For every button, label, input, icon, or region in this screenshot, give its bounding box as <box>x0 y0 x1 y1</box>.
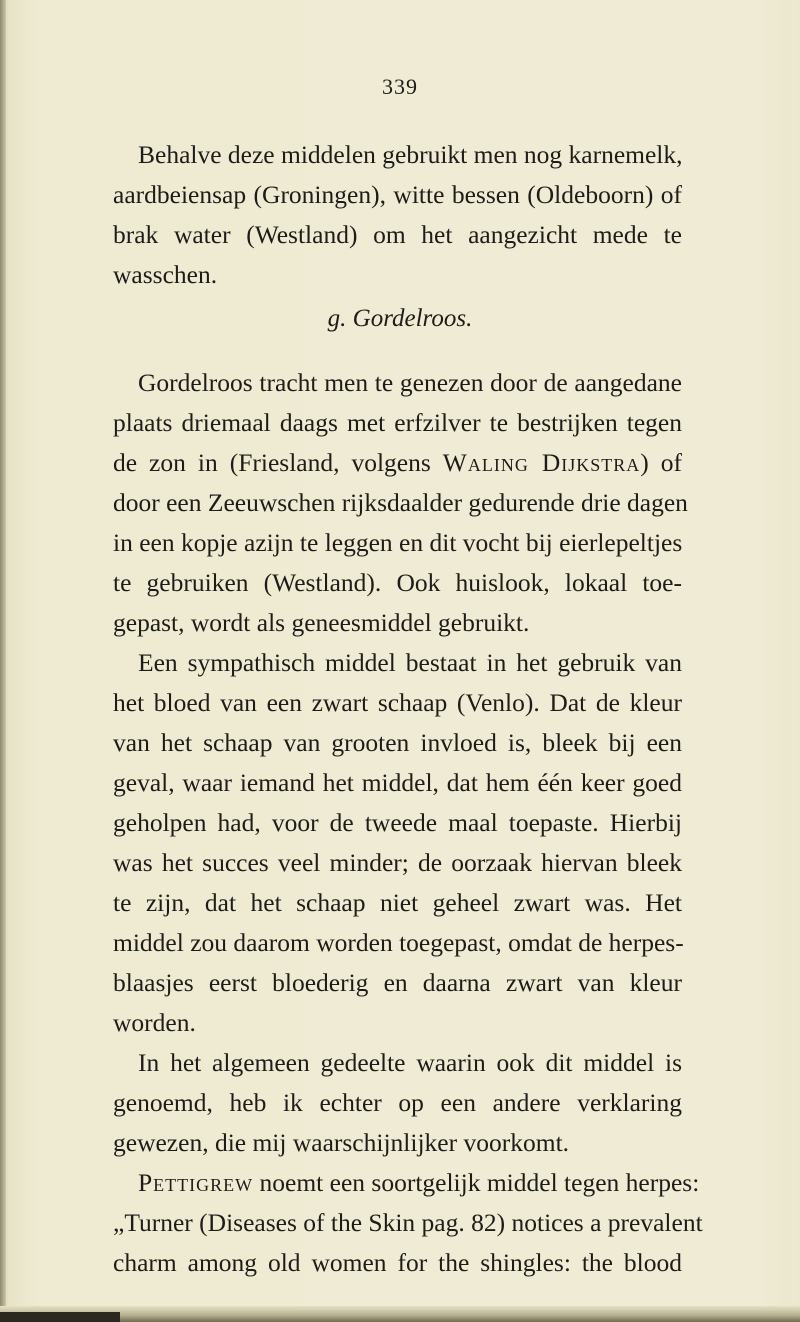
text-line: Gordelroos tracht men te genezen door de aangedane <box>138 368 682 397</box>
text-line: te zijn, dat het schaap niet geheel zwart was. Het <box>113 888 682 917</box>
text-line: worden. <box>113 1008 196 1037</box>
text-line: in een kopje azijn te leggen en dit vocht bij eierlepeltjes <box>113 528 683 557</box>
author-name: Waling Dijkstra <box>442 448 641 477</box>
text-segment: de zon in (Friesland, volgens <box>113 448 443 477</box>
text-line: Behalve deze middelen gebruikt men nog karnemelk, <box>138 140 683 169</box>
text-line: gewezen, die mij waarschijnlijker voorkomt. <box>113 1128 570 1157</box>
text-line <box>138 1164 700 1202</box>
text-line: wasschen. <box>113 260 218 289</box>
text-line: te gebruiken (Westland). Ook huislook, lokaal toe- <box>113 568 682 597</box>
text-line: charm among old women for the shingles: the blood <box>113 1248 682 1277</box>
text-line: genoemd, heb ik echter op een andere verklaring <box>113 1088 682 1117</box>
page-number: 339 <box>382 74 418 99</box>
text-line <box>113 444 682 482</box>
text-line: Een sympathisch middel bestaat in het gebruik van <box>138 648 682 677</box>
section-heading: g. Gordelroos. <box>327 305 473 332</box>
text-line: blaasjes eerst bloederig en daarna zwart van kleur <box>113 968 682 997</box>
page-bottom-shadow <box>0 1312 120 1322</box>
text-segment: ) of <box>640 448 683 477</box>
text-line: middel zou daarom worden toegepast, omdat de herpes- <box>113 928 684 957</box>
text-line: plaats driemaal daags met erfzilver te bestrijken tegen <box>113 408 682 437</box>
text-line: „Turner (Diseases of the Skin pag. 82) notices a prevalent <box>113 1208 703 1237</box>
text-line: het bloed van een zwart schaap (Venlo). Dat de kleur <box>113 688 682 717</box>
text-line: geholpen had, voor de tweede maal toepaste. Hierbij <box>113 808 682 837</box>
text-line: was het succes veel minder; de oorzaak hiervan bleek <box>113 848 682 877</box>
text-line: gepast, wordt als geneesmiddel gebruikt. <box>113 608 530 637</box>
page-bottom-edge <box>0 1306 800 1322</box>
text-segment: noemt een soortgelijk middel tegen herpes: <box>253 1168 700 1197</box>
text-line: brak water (Westland) om het aangezicht mede te <box>113 220 682 249</box>
text-line: aardbeiensap (Groningen), witte bessen (Oldeboorn) of <box>113 180 682 209</box>
text-line: geval, waar iemand het middel, dat hem één keer goed <box>113 768 682 797</box>
page-left-edge <box>0 0 6 1322</box>
text-line: In het algemeen gedeelte waarin ook dit middel is <box>138 1048 682 1077</box>
author-name: Pettigrew <box>138 1168 254 1197</box>
text-line: van het schaap van grooten invloed is, bleek bij een <box>113 728 682 757</box>
text-line: door een Zeeuwschen rijksdaalder gedurende drie dagen <box>113 488 688 517</box>
